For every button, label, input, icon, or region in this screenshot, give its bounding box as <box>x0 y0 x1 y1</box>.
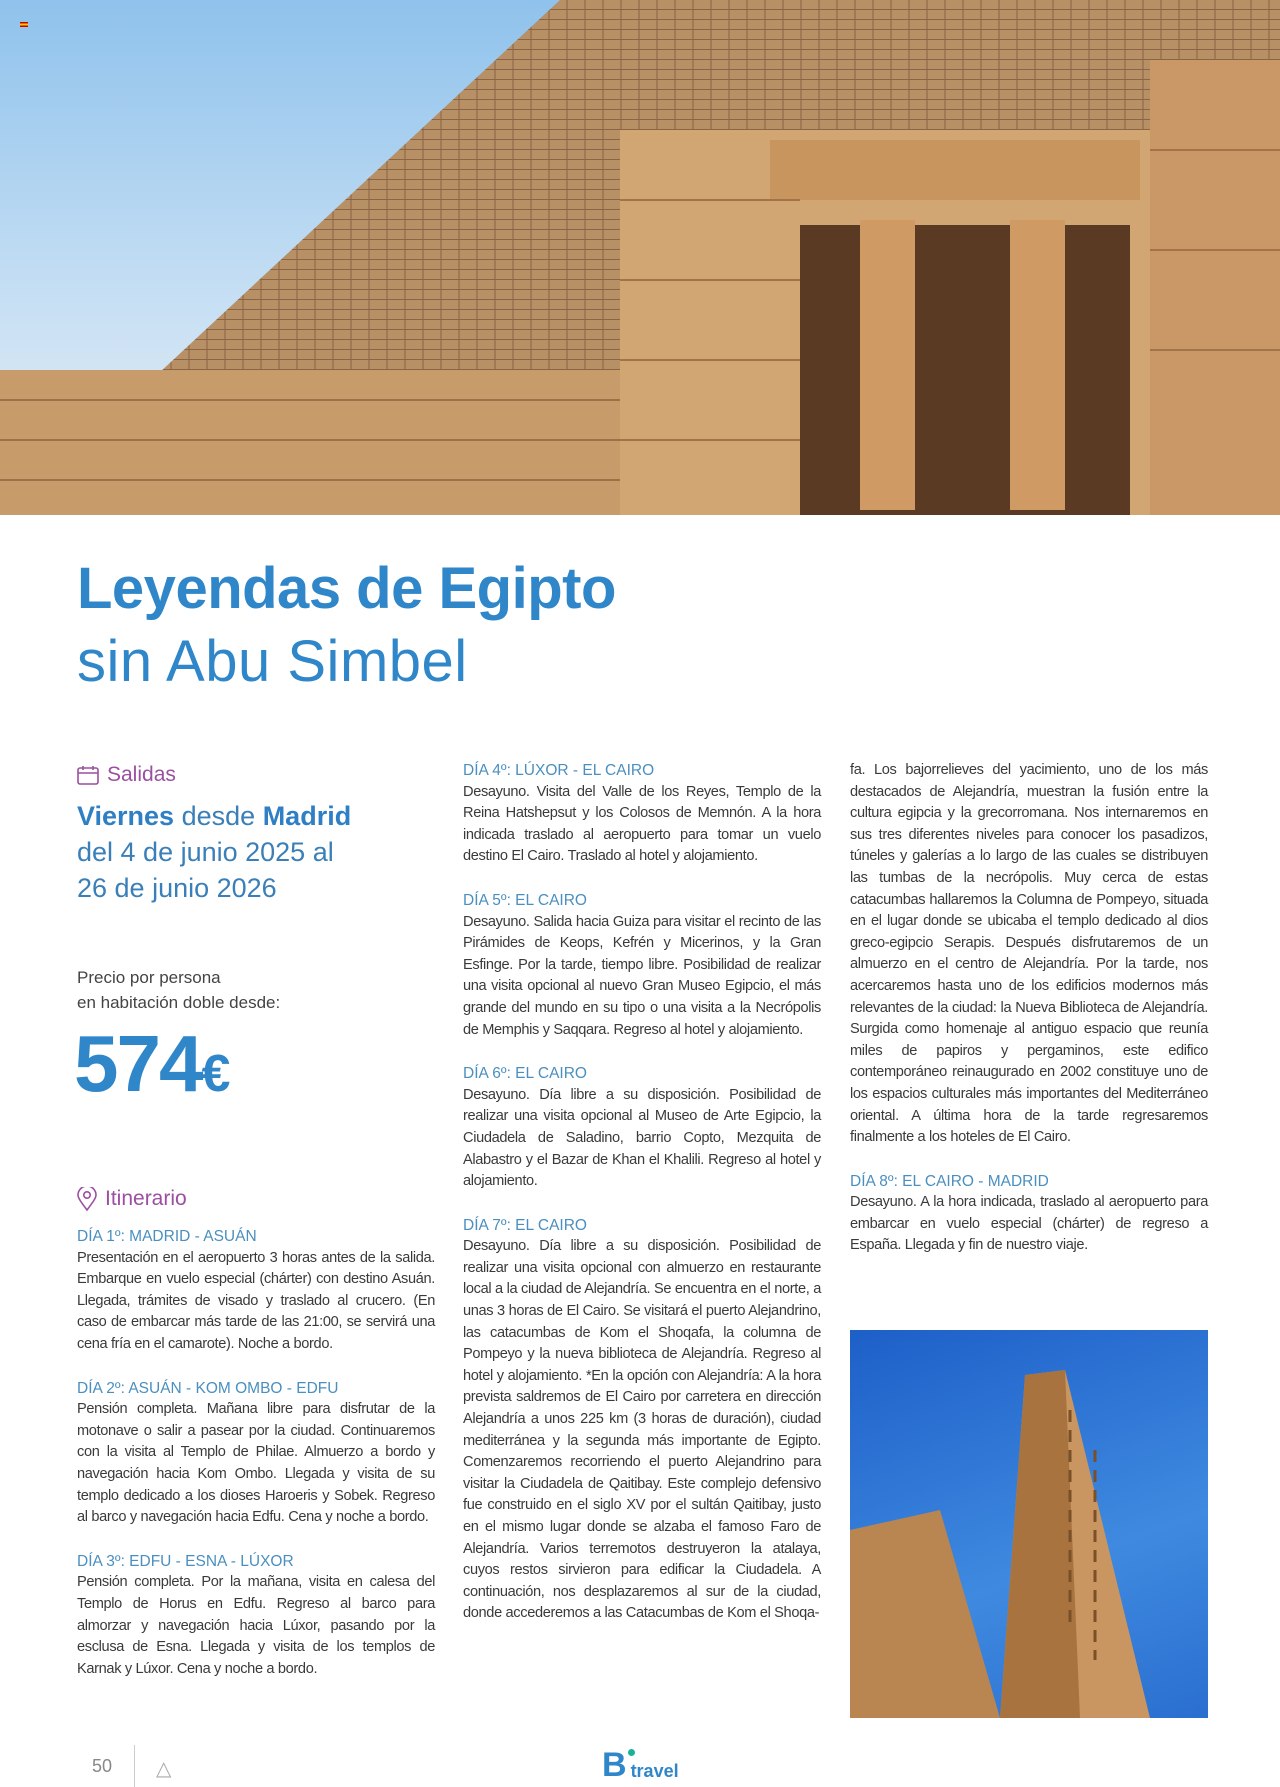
day-text-continued: fa. Los bajorrelieves del yacimiento, uno de los más destacados de Alejandría, muestran la fusión entre la cultura egipcia y la grecorromana. Nos internaremos en sus tres diferentes niveles para conocer los pasadizos, túneles y galerías a lo largo de las cuales se distribuyen las tumbas de la necrópolis. Muy cerca de estas catacumbas hallaremos la Columna de Pompeyo, situada en el lugar donde se ubicaba el templo dedicado al dios greco-egipcio Serapis. Después disfrutaremos de un almuerzo en el centro de Alejandría. Por la tarde, nos acercaremos hasta uno de los edificios modernos más relevantes de la ciudad: la Nueva Biblioteca de Alejandría. Surgida como homenaje al antiguo espacio que reunía miles de papiros y pergaminos, este edifico contemporáneo reinaugurado en 2002 constituye uno de los espacios culturales más importantes del Mediterráneo oriental. A última hora de la tarde regresaremos finalmente a los hoteles de El Cairo. <box>850 762 1208 1146</box>
itinerary-day <box>77 1378 435 1529</box>
footer-divider <box>134 1745 135 1787</box>
page-subtitle: sin Abu Simbel <box>77 629 468 694</box>
logo-letter: B <box>602 1746 627 1784</box>
itinerary-label: Itinerario <box>105 1187 187 1210</box>
logo-dot <box>628 1749 635 1756</box>
day-text: Pensión completa. Por la mañana, visita en calesa del Templo de Horus en Edfu. Regreso al barco para almorzar y navegación hacia Lúxor, pasando por la esclusa de Esna. Llegada y visita de los templos de Karnak y Lúxor. Cena y noche a bordo. <box>77 1574 435 1677</box>
salidas-heading <box>77 763 176 787</box>
itinerary-day <box>463 1215 821 1625</box>
departure-from: desde <box>181 801 256 831</box>
price <box>74 1018 228 1110</box>
page-title: Leyendas de Egipto <box>77 556 616 621</box>
logo-text: travel <box>630 1761 679 1781</box>
itinerary-column-2 <box>463 760 821 1647</box>
triangle-icon: △ <box>156 1758 172 1780</box>
itinerary-day <box>463 760 821 868</box>
price-amount: 574 <box>74 1019 202 1108</box>
obelisk-photo <box>850 1330 1208 1718</box>
date-range-end: 26 de junio 2026 <box>77 873 277 903</box>
day-text: Pensión completa. Mañana libre para disfrutar de la motonave o salir a pasear por la ciudad. Continuaremos con la visita al Templo de Philae. Almuerzo a bordo y navegación hacia Kom Ombo. Llegada y visita de su templo dedicado a los dioses Haroeris y Sobek. Regreso al barco y navegación hacia Edfu. Cena y noche a bordo. <box>77 1401 435 1526</box>
itinerary-day <box>463 890 821 1041</box>
day-title: DÍA 5º: EL CAIRO <box>463 891 587 909</box>
price-label-line1: Precio por persona <box>77 968 221 987</box>
hero-photo-pyramid <box>0 0 1280 515</box>
flag-icon <box>20 22 28 27</box>
departure-city: Madrid <box>262 801 352 831</box>
date-range-start: del 4 de junio 2025 al <box>77 837 334 867</box>
day-text: Desayuno. Salida hacia Guiza para visitar el recinto de las Pirámides de Keops, Kefrén y Micerinos, y la Gran Esfinge. Por la tarde, tiempo libre. Posibilidad de realizar una visita opcional al nuevo Gran Museo Egipcio, el más grande del mundo en su tipo o una visita a la Necrópolis de Memphis y Saqqara. Regreso al hotel y alojamiento. <box>463 913 821 1038</box>
itinerary-day <box>463 1063 821 1193</box>
itinerary-column-1 <box>77 1226 435 1702</box>
location-pin-icon <box>77 1187 97 1211</box>
itinerary-column-3 <box>850 760 1208 1279</box>
day-title: DÍA 4º: LÚXOR - EL CAIRO <box>463 762 655 779</box>
itinerary-heading <box>77 1187 187 1211</box>
salidas-label: Salidas <box>107 763 176 786</box>
day-title: DÍA 8º: EL CAIRO - MADRID <box>850 1172 1049 1190</box>
obelisk-illustration <box>850 1330 1208 1718</box>
pyramid-illustration <box>0 0 1280 515</box>
departures <box>77 798 351 906</box>
day-title: DÍA 2º: ASUÁN - KOM OMBO - EDFU <box>77 1379 339 1397</box>
calendar-icon <box>77 765 99 785</box>
price-label <box>77 965 280 1015</box>
day-title: DÍA 7º: EL CAIRO <box>463 1216 587 1234</box>
day-text: Presentación en el aeropuerto 3 horas antes de la salida. Embarque en vuelo especial (chárter) con destino Asuán. Llegada, trámites de visado y traslado al crucero. (En caso de embarcar más tarde de las 21:00, se servirá una cena fría en el camarote). Noche a bordo. <box>77 1249 435 1352</box>
day-text: Desayuno. A la hora indicada, traslado al aeropuerto para embarcar en vuelo especial (chárter) de regreso a España. Llegada y fin de nuestro viaje. <box>850 1194 1208 1254</box>
day-title: DÍA 6º: EL CAIRO <box>463 1065 587 1083</box>
day-text: Desayuno. Día libre a su disposición. Posibilidad de realizar una visita opcional al Museo de Arte Egipcio, la Ciudadela de Saladino, barrio Copto, Mezquita de Alabastro y el Bazar de Khan el Khalili. Regreso al hotel y alojamiento. <box>463 1086 821 1190</box>
departure-day: Viernes <box>77 801 175 831</box>
day-title: DÍA 1º: MADRID - ASUÁN <box>77 1228 257 1245</box>
itinerary-day <box>77 1551 435 1681</box>
price-label-line2: en habitación doble desde: <box>77 993 281 1012</box>
day-title: DÍA 3º: EDFU - ESNA - LÚXOR <box>77 1552 294 1570</box>
btravel-logo <box>602 1748 679 1782</box>
itinerary-day <box>77 1226 435 1356</box>
page-number: 50 <box>92 1756 113 1776</box>
day-text: Desayuno. Visita del Valle de los Reyes, Templo de la Reina Hatshepsut y los Colosos de Memnón. A la hora indicada traslado al aeropuerto para tomar un vuelo destino El Cairo. Traslado al hotel y alojamiento. <box>463 783 821 865</box>
price-currency: € <box>201 1045 229 1103</box>
itinerary-day <box>850 1171 1208 1257</box>
day-text: Desayuno. Día libre a su disposición. Posibilidad de realizar una visita opcional con almuerzo en restaurante local a la ciudad de Alejandría. Se encuentra en el norte, a unas 3 horas de El Cairo. Se visitará el puerto Alejandrino, las catacumbas de Kom el Shoqafa, la columna de Pompeyo y la nueva biblioteca de Alejandría. Regreso al hotel y alojamiento. *En la opción con Alejandría: A la hora prevista saldremos de El Cairo por carretera en dirección Alejandría a unos 225 km (3 horas de duración), ciudad mediterránea y la segunda más importante de Egipto. Comenzaremos recorriendo el puerto Alejandrino para visitar la Ciudadela de Qaitibay. Este complejo defensivo fue construido en el siglo XV por el sultán Qaitibay, justo en el mismo lugar donde se alzaba el famoso Faro de Alejandría. Varios terremotos destruyeron la atalaya, cuyos restos sirvieron para edificar la Ciudadela. A continuación, nos desplazaremos al sur de la ciudad, donde accederemos a las Catacumbas de Kom el Shoqa- <box>463 1238 821 1622</box>
